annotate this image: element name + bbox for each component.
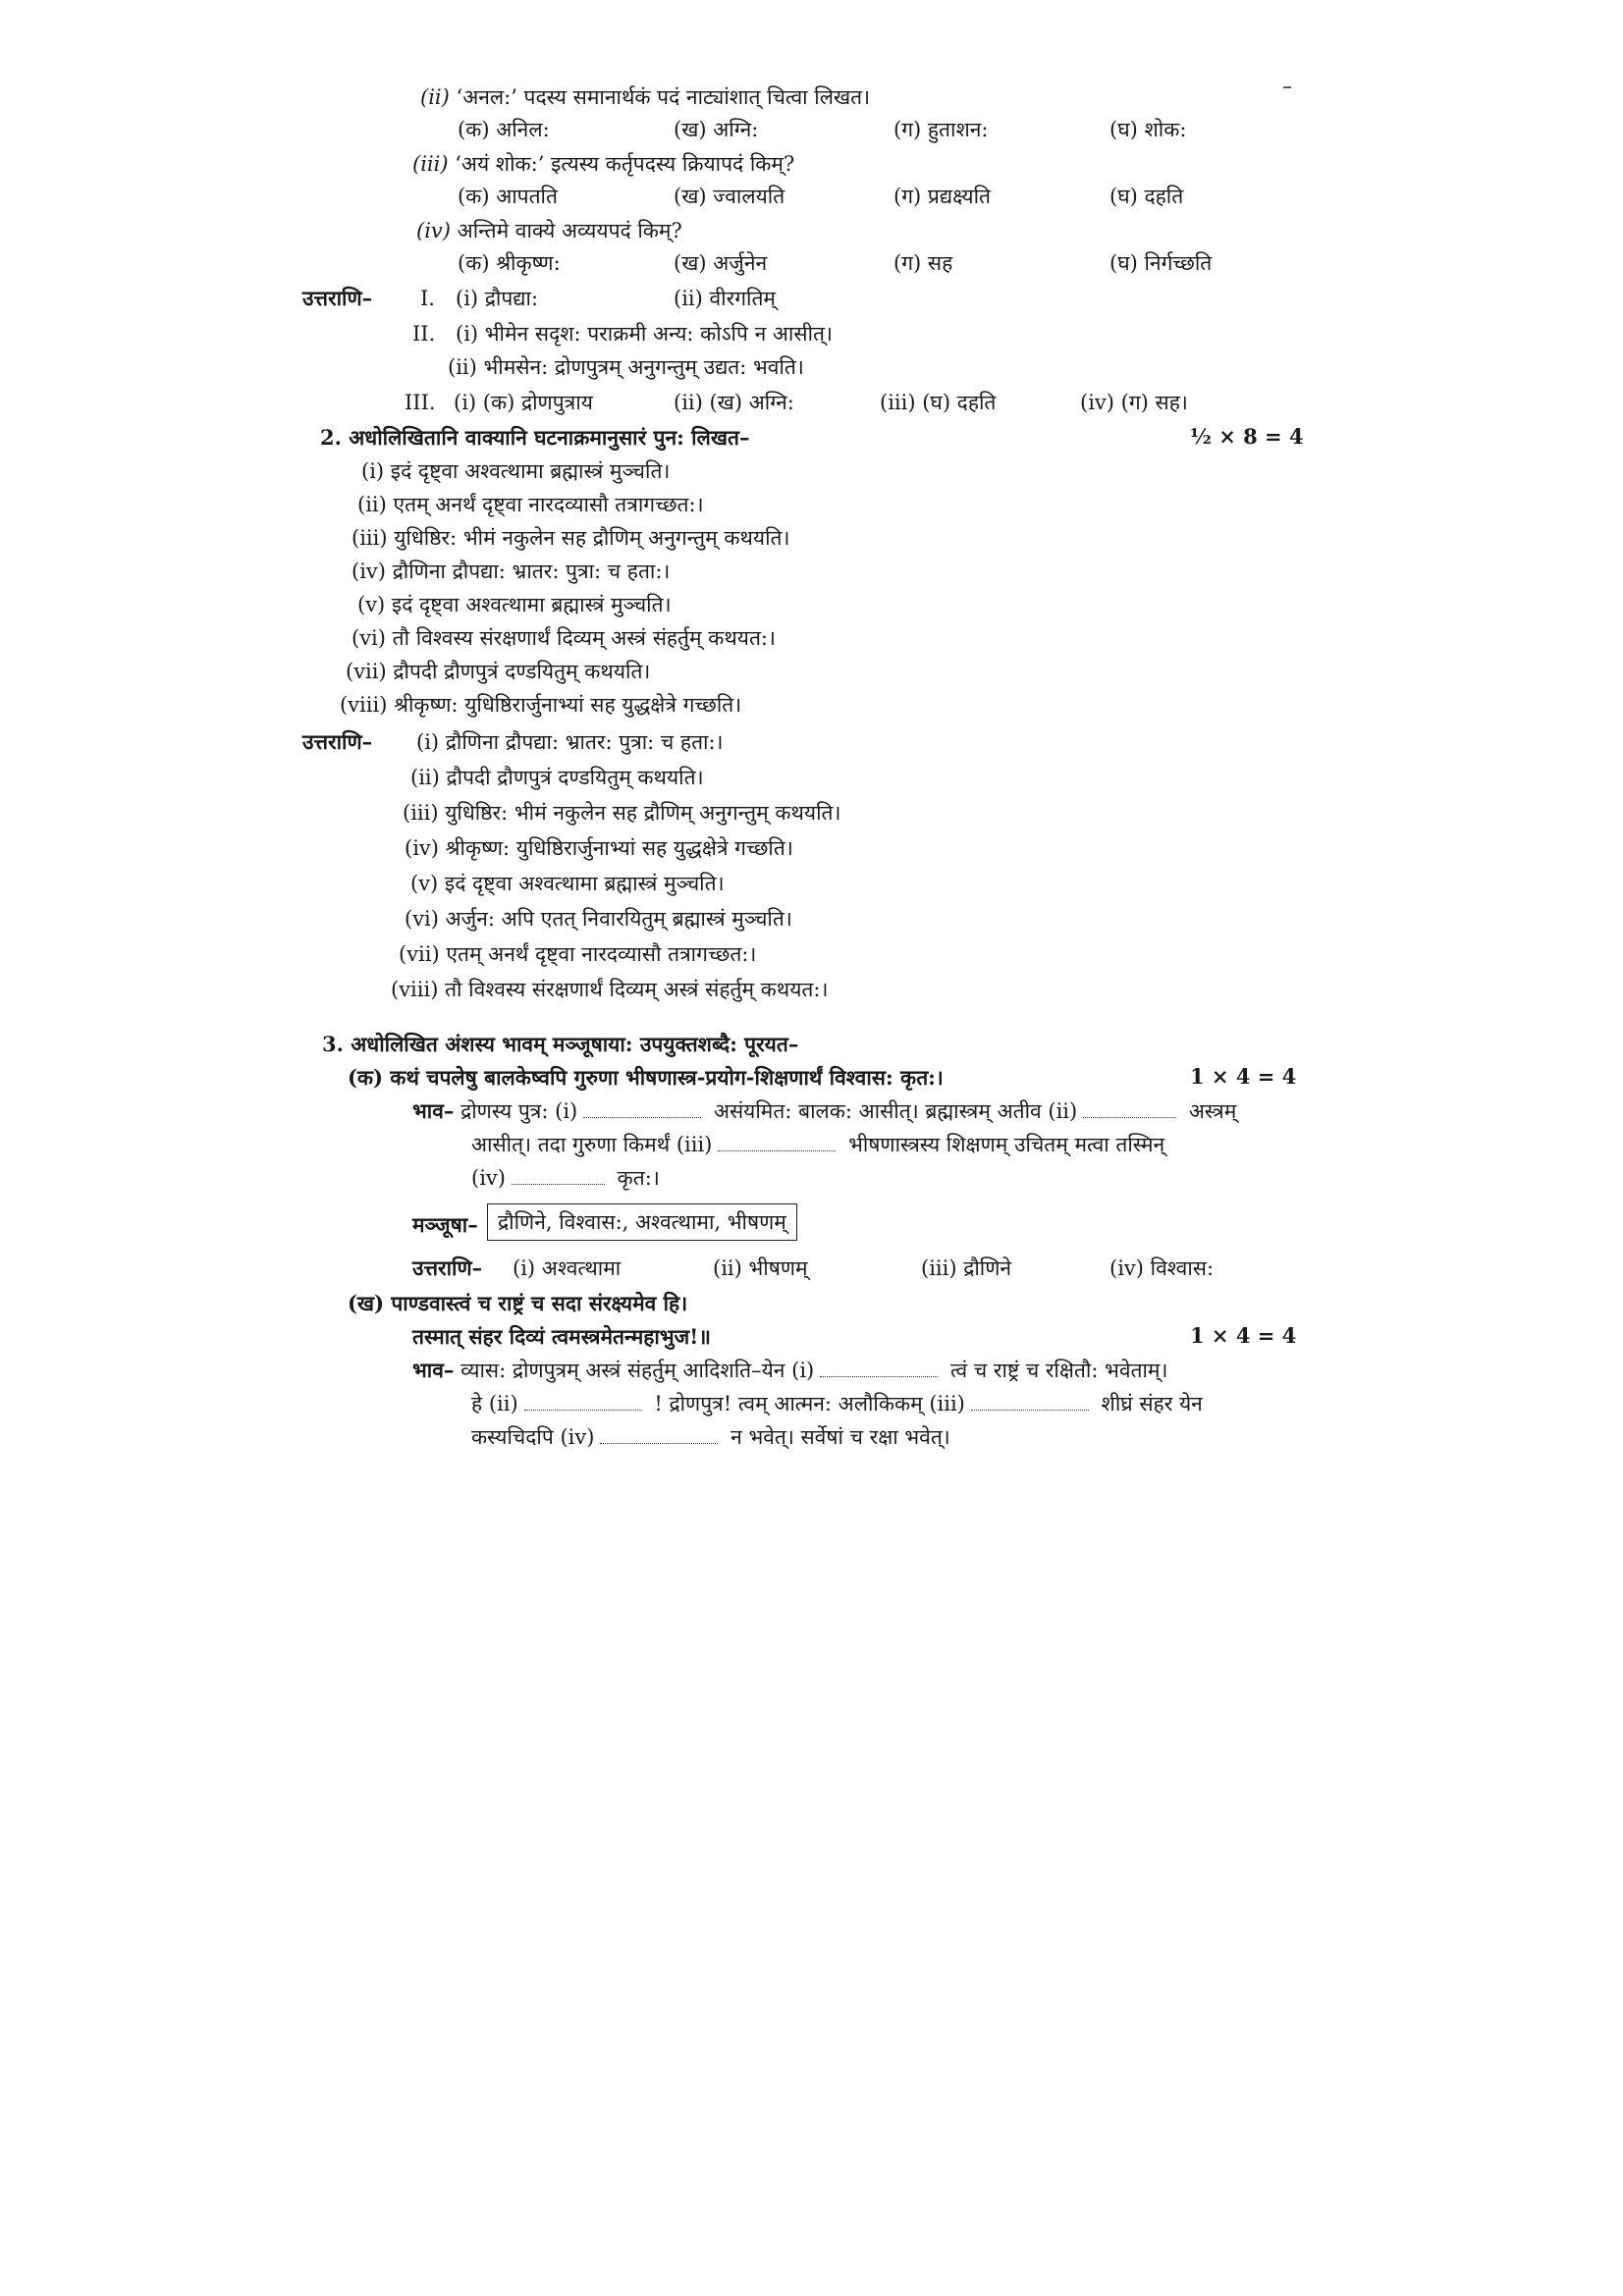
q2-item-1: (i) इदं दृष्ट्वा अश्वत्थामा ब्रह्मास्त्रं मुञ्चति। (361, 459, 671, 483)
q3-kha-bhava-line-2: हे (ii) ! द्रोणपुत्र! त्वम् आत्मन: अलौकिकम् (iii) शीघ्रं संहर येन (471, 1392, 1203, 1415)
q3-ka-bhava-line-3: (iv) कृत:। (471, 1166, 660, 1190)
q2-item-8: (viii) श्रीकृष्ण: युधिष्ठिरार्जुनाभ्यां सह युद्धक्षेत्रे गच्छति। (340, 693, 742, 717)
blank-4[interactable] (512, 1166, 605, 1185)
q1-ans-III-a: (i) (क) द्रोणपुत्राय (454, 391, 593, 414)
blank-7[interactable] (971, 1392, 1089, 1411)
q2-answer-2: (ii) द्रौपदी द्रौणपुत्रं दण्डयितुम् कथयति। (410, 766, 704, 789)
q3-ka-answer-2: (ii) भीषणम् (713, 1256, 808, 1280)
q1-ii-opt-d: (घ) शोक: (1109, 118, 1187, 141)
q2-item-3: (iii) युधिष्ठिर: भीमं नकुलेन सह द्रौणिम् अनुगन्तुम् कथयति। (352, 526, 790, 550)
q3-kha-bhava-line-1: भाव– व्यास: द्रोणपुत्रम् अस्त्रं संहर्तुम् आदिशति–येन (i) त्वं च राष्ट्रं च रक्षितौ: भवेताम्। (412, 1358, 1168, 1382)
q1-ans-III-d: (iv) (ग) सह। (1080, 391, 1188, 414)
q1-ans-II-a: (i) भीमेन सदृश: पराक्रमी अन्य: कोऽपि न आसीत्। (456, 322, 833, 346)
q3-manjusha-label: मञ्जूषा– (412, 1212, 478, 1237)
q1-iii-question: (iii) ‘अयं शोक:’ इत्यस्य कर्तृपदस्य क्रियापदं किम्? (412, 152, 795, 176)
corner-mark (1283, 86, 1291, 88)
q3-ka-answer-3: (iii) द्रौणिने (921, 1256, 1012, 1280)
q3-ka-answers-label: उत्तराणि– (412, 1255, 483, 1280)
q2-title: 2. अधोलिखितानि वाक्यानि घटनाक्रमानुसारं पुन: लिखत– (320, 425, 750, 450)
q3-ka-answer-1: (i) अश्वत्थामा (513, 1256, 622, 1280)
q3-ka-answer-4: (iv) विश्वास: (1109, 1256, 1215, 1280)
q2-item-7: (vii) द्रौपदी द्रौणपुत्रं दण्डयितुम् कथयति। (346, 660, 651, 683)
q1-ans-II-b: (ii) भीमसेन: द्रोणपुत्रम् अनुगन्तुम् उद्यत: भवति। (448, 355, 804, 379)
q1-ans-III-b: (ii) (ख) अग्नि: (674, 391, 794, 414)
q3-ka-bhava-line-2: आसीत्। तदा गुरुणा किमर्थं (iii) भीषणास्त्रस्य शिक्षणम् उचितम् मत्वा तस्मिन् (471, 1133, 1165, 1156)
q3-ka-head: (क) कथं चपलेषु बालकेष्वपि गुरुणा भीषणास्त्र-प्रयोग-शिक्षणार्थं विश्वास: कृत:। (348, 1065, 944, 1090)
blank-3[interactable] (718, 1133, 836, 1151)
q3-kha-bhava-line-3: कस्यचिदपि (iv) न भवेत्। सर्वेषां च रक्षा भवेत्। (471, 1425, 950, 1449)
q1-ii-opt-a: (क) अनिल: (458, 118, 550, 141)
q1-iii-opt-b: (ख) ज्वालयति (674, 185, 785, 208)
q1-ans-III-c: (iii) (घ) दहति (880, 391, 997, 414)
q2-item-6: (vi) तौ विश्वस्य संरक्षणार्थं दिव्यम् अस्त्रं संहर्तुम् कथयत:। (352, 626, 776, 650)
q1-iv-question: (iv) अन्तिमे वाक्ये अव्ययपदं किम्? (416, 219, 682, 242)
blank-5[interactable] (820, 1359, 938, 1377)
q3-kha-head-2: तस्मात् संहर दिव्यं त्वमस्त्रमेतन्महाभुज!॥ (412, 1324, 711, 1349)
q3-title: 3. अधोलिखित अंशस्य भावम् मञ्जूषाया: उपयुक्तशब्दै: पूरयत– (322, 1032, 799, 1056)
q1-answers-label: उत्तराणि– (302, 286, 373, 310)
blank-8[interactable] (600, 1425, 718, 1444)
q2-item-5: (v) इदं दृष्ट्वा अश्वत्थामा ब्रह्मास्त्रं मुञ्चति। (357, 593, 672, 616)
blank-1[interactable] (583, 1099, 701, 1118)
q3-kha-head-1: (ख) पाण्डवास्त्वं च राष्ट्रं च सदा संरक्ष्यमेव हि। (348, 1291, 688, 1315)
q1-iii-opt-c: (ग) प्रद्यक्ष्यति (893, 185, 991, 208)
q2-answer-6: (vi) अर्जुन: अपि एतत् निवारयितुम् ब्रह्मास्त्रं मुञ्चति। (405, 907, 792, 931)
q1-ans-II-num: II. (412, 322, 436, 346)
q1-iii-opt-d: (घ) दहति (1109, 185, 1184, 208)
q2-item-2: (ii) एतम् अनर्थं दृष्ट्वा नारदव्यासौ तत्रागच्छत:। (357, 493, 704, 516)
q1-iii-opt-a: (क) आपतति (458, 185, 558, 208)
q2-item-4: (iv) द्रौणिना द्रौपद्या: भ्रातर: पुत्रा: च हता:। (352, 560, 671, 583)
q2-answer-3: (iii) युधिष्ठिर: भीमं नकुलेन सह द्रौणिम् अनुगन्तुम् कथयति। (403, 801, 841, 825)
blank-6[interactable] (524, 1392, 642, 1411)
q1-iv-opt-a: (क) श्रीकृष्ण: (458, 251, 561, 275)
q2-answer-7: (vii) एतम् अनर्थं दृष्ट्वा नारदव्यासौ तत्रागच्छत:। (399, 942, 757, 966)
blank-2[interactable] (1083, 1099, 1176, 1118)
q2-answers-label: उत्तराणि– (302, 729, 373, 754)
q1-iv-opt-c: (ग) सह (893, 251, 953, 275)
q1-iv-opt-d: (घ) निर्गच्छति (1109, 251, 1213, 275)
q3-ka-bhava-line-1: भाव– द्रोणस्य पुत्र: (i) असंयमित: बालक: आसीत्। ब्रह्मास्त्रम् अतीव (ii) अस्त्रम् (412, 1098, 1237, 1123)
q2-answer-5: (v) इदं दृष्ट्वा अश्वत्थामा ब्रह्मास्त्रं मुञ्चति। (410, 872, 725, 895)
q1-ans-III-num: III. (405, 391, 436, 414)
q2-marks: ½ × 8 = 4 (1190, 424, 1304, 449)
q3-manjusha-box: द्रौणिने, विश्वास:, अश्वत्थामा, भीषणम् (487, 1203, 797, 1241)
q2-answer-1: (i) द्रौणिना द्रौपद्या: भ्रातर: पुत्रा: च हता:। (416, 730, 724, 754)
q1-ans-I-b: (ii) वीरगतिम् (674, 287, 776, 310)
q1-ii-opt-c: (ग) हुताशन: (893, 118, 989, 141)
q1-ans-I-num: I. (420, 287, 435, 310)
q3-ka-marks: 1 × 4 = 4 (1190, 1064, 1297, 1089)
q1-ii-question: (ii) ‘अनल:’ पदस्य समानार्थकं पदं नाट्यांशात् चित्वा लिखत। (420, 85, 871, 109)
q1-ans-I-a: (i) द्रौपद्या: (456, 287, 539, 310)
q2-answer-8: (viii) तौ विश्वस्य संरक्षणार्थं दिव्यम् अस्त्रं संहर्तुम् कथयत:। (391, 978, 829, 1001)
q2-answer-4: (iv) श्रीकृष्ण: युधिष्ठिरार्जुनाभ्यां सह युद्धक्षेत्रे गच्छति। (405, 836, 793, 860)
q1-ii-opt-b: (ख) अग्नि: (674, 118, 759, 141)
q1-iv-opt-b: (ख) अर्जुनेन (674, 251, 768, 275)
q3-kha-marks: 1 × 4 = 4 (1190, 1323, 1297, 1348)
